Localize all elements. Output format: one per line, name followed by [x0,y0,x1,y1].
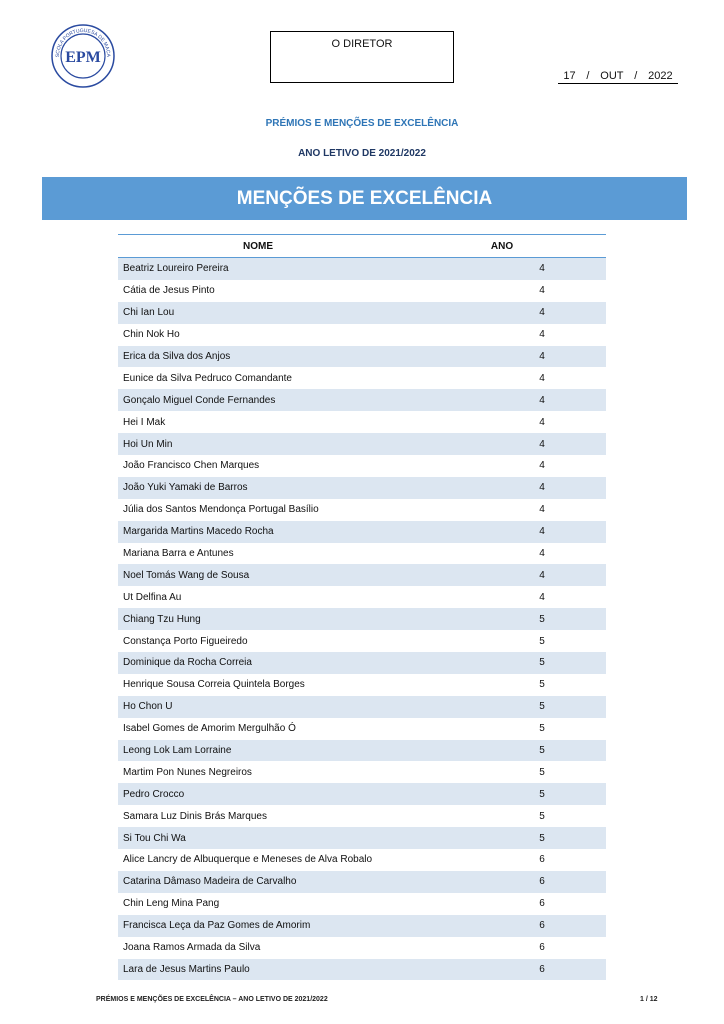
table-row [118,586,606,608]
student-year: 5 [398,740,606,762]
logo-monogram: EPM [65,49,101,66]
student-year: 6 [398,959,606,981]
student-name: Gonçalo Miguel Conde Fernandes [118,389,398,411]
student-year: 4 [398,586,606,608]
student-year: 6 [398,937,606,959]
student-year: 6 [398,893,606,915]
section-banner [42,177,687,220]
student-year: 5 [398,718,606,740]
table-row [118,564,606,586]
table-row [118,959,606,981]
student-year: 5 [398,827,606,849]
student-name: Ho Chon U [118,696,398,718]
table-row [118,827,606,849]
table-row [118,346,606,368]
student-name: Mariana Barra e Antunes [118,543,398,565]
student-year: 5 [398,608,606,630]
student-year: 4 [398,346,606,368]
student-year: 4 [398,433,606,455]
table-row [118,805,606,827]
table-row [118,477,606,499]
student-year: 5 [398,783,606,805]
table-row [118,608,606,630]
student-name: Samara Luz Dinis Brás Marques [118,805,398,827]
date-year: 2022 [648,70,673,82]
student-year: 4 [398,499,606,521]
student-name: Catarina Dâmaso Madeira de Carvalho [118,871,398,893]
table-row [118,389,606,411]
director-label: O DIRETOR [331,38,393,50]
table-row [118,740,606,762]
student-name: Henrique Sousa Correia Quintela Borges [118,674,398,696]
student-year: 5 [398,761,606,783]
student-name: Ut Delfina Au [118,586,398,608]
table-row [118,783,606,805]
student-year: 4 [398,411,606,433]
table-row [118,367,606,389]
student-year: 4 [398,455,606,477]
student-name: Chiang Tzu Hung [118,608,398,630]
student-year: 6 [398,915,606,937]
student-name: João Francisco Chen Marques [118,455,398,477]
school-logo [50,23,116,89]
date-separator: / [586,70,590,82]
student-year: 4 [398,302,606,324]
student-name: Si Tou Chi Wa [118,827,398,849]
student-name: Erica da Silva dos Anjos [118,346,398,368]
student-name: Margarida Martins Macedo Rocha [118,521,398,543]
student-year: 6 [398,871,606,893]
student-name: Martim Pon Nunes Negreiros [118,761,398,783]
logo-ring-text: SCOLA PORTUGUESA DE MACA [54,27,112,58]
student-year: 5 [398,674,606,696]
student-name: Isabel Gomes de Amorim Mergulhão Ó [118,718,398,740]
student-name: Francisca Leça da Paz Gomes de Amorim [118,915,398,937]
table-row [118,630,606,652]
date-month: OUT [600,70,624,82]
student-year: 4 [398,367,606,389]
student-year: 4 [398,477,606,499]
student-name: Eunice da Silva Pedruco Comandante [118,367,398,389]
student-name: Chin Nok Ho [118,324,398,346]
table-row [118,411,606,433]
table-row [118,324,606,346]
student-name: Alice Lancry de Albuquerque e Meneses de Alva Robalo [118,849,398,871]
student-name: Chin Leng Mina Pang [118,893,398,915]
student-year: 5 [398,805,606,827]
banner-title: MENÇÕES DE EXCELÊNCIA [236,187,493,209]
table-row [118,280,606,302]
date-separator: / [634,70,638,82]
student-name: Constança Porto Figueiredo [118,630,398,652]
student-name: Joana Ramos Armada da Silva [118,937,398,959]
student-name: Chi Ian Lou [118,302,398,324]
student-name: Lara de Jesus Martins Paulo [118,959,398,981]
table-row [118,674,606,696]
document-subtitle: PRÉMIOS E MENÇÕES DE EXCELÊNCIA [265,118,459,129]
table-row [118,455,606,477]
student-year: 4 [398,324,606,346]
student-name: Júlia dos Santos Mendonça Portugal Basílio [118,499,398,521]
student-year: 5 [398,696,606,718]
student-year: 5 [398,652,606,674]
student-name: Beatriz Loureiro Pereira [118,258,398,280]
student-name: Leong Lok Lam Lorraine [118,740,398,762]
student-year: 5 [398,630,606,652]
table-row [118,893,606,915]
student-name: Noel Tomás Wang de Sousa [118,564,398,586]
column-header-name: NOME [118,235,398,258]
school-year: ANO LETIVO DE 2021/2022 [298,148,426,159]
student-name: Dominique da Rocha Correia [118,652,398,674]
table-row [118,499,606,521]
student-year: 6 [398,849,606,871]
student-year: 4 [398,521,606,543]
table-row [118,302,606,324]
table-row [118,652,606,674]
table-row [118,433,606,455]
page-number: 1 / 12 [640,996,658,1003]
student-name: Pedro Crocco [118,783,398,805]
student-year: 4 [398,564,606,586]
student-year: 4 [398,389,606,411]
date-day: 17 [563,70,576,82]
footer-title: PRÉMIOS E MENÇÕES DE EXCELÊNCIA – ANO LETIVO DE 2021/2022 [96,996,328,1003]
student-year: 4 [398,258,606,280]
table-row [118,258,606,280]
table-row [118,849,606,871]
student-year: 4 [398,543,606,565]
table-row [118,915,606,937]
column-header-year: ANO [398,235,606,258]
table-row [118,718,606,740]
student-name: João Yuki Yamaki de Barros [118,477,398,499]
table-row [118,543,606,565]
document-date [558,70,678,84]
table-row [118,696,606,718]
student-name: Hei I Mak [118,411,398,433]
honors-table [118,234,606,980]
table-row [118,521,606,543]
student-name: Cátia de Jesus Pinto [118,280,398,302]
director-signature-box [270,31,454,83]
student-year: 4 [398,280,606,302]
table-row [118,871,606,893]
table-row [118,937,606,959]
table-header-row [118,235,606,258]
student-name: Hoi Un Min [118,433,398,455]
table-row [118,761,606,783]
